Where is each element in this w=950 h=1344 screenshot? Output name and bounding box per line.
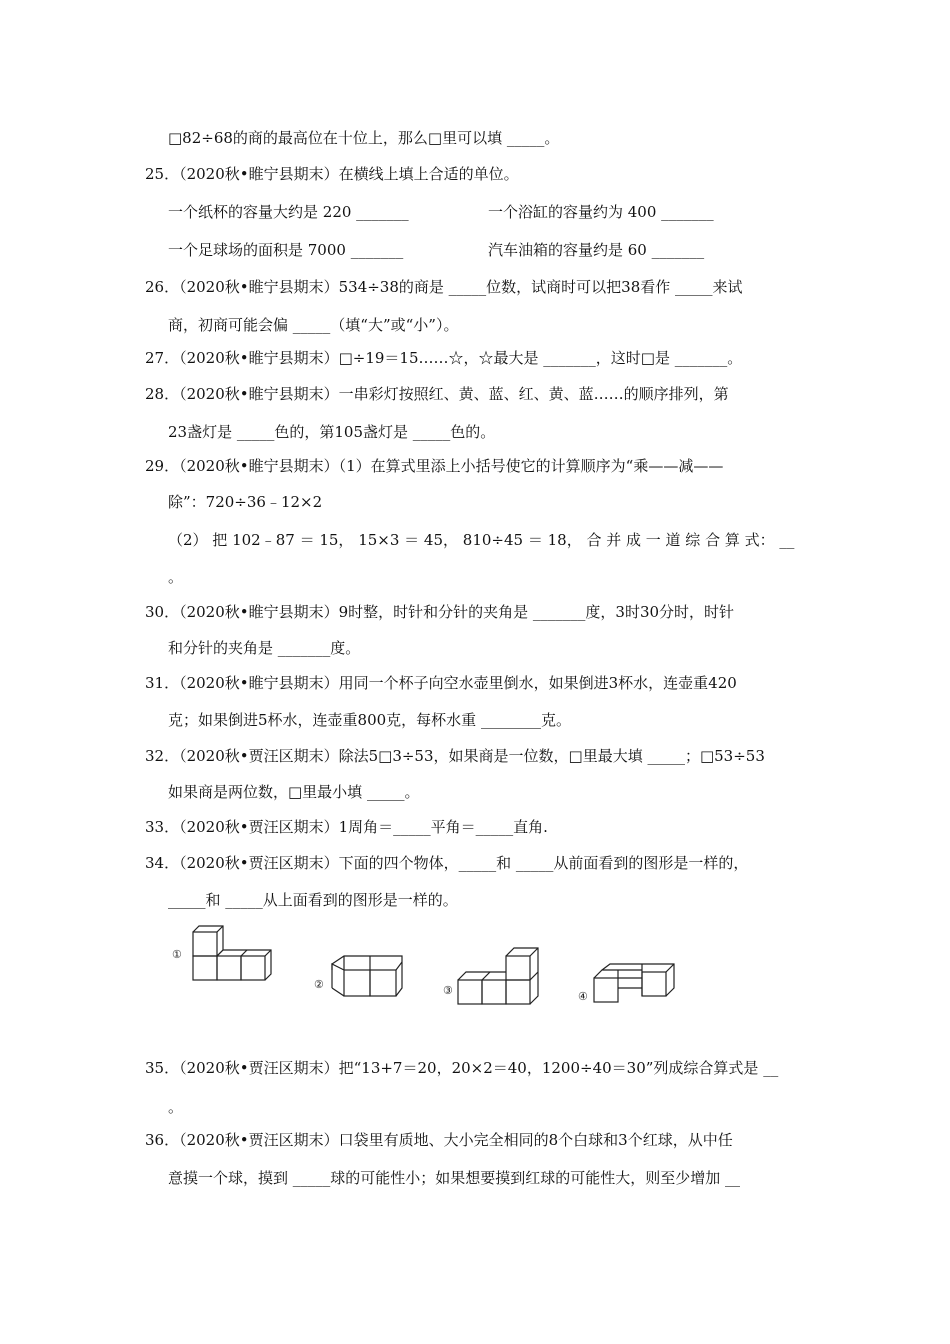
- figure-label-3: ③: [443, 984, 453, 997]
- question-29-line-2: 除”：720÷36﹣12×2: [168, 493, 323, 511]
- figure-label-2: ②: [314, 978, 324, 991]
- q24-continuation: □82÷68的商的最高位在十位上，那么□里可以填 _____。: [168, 129, 560, 147]
- object-3-cubes: [458, 948, 538, 1004]
- cube-objects-svg: [168, 922, 728, 1022]
- question-29-line-3: （2） 把 102﹣87 ＝ 15， 15×3 ＝ 45， 810÷45 ＝ 18， 合 并 成 一 道 综 合 算 式： __: [168, 531, 795, 549]
- object-1-cubes: [193, 926, 271, 980]
- question-31-line-2: 克；如果倒进5杯水，连壶重800克，每杯水重 ________克。: [168, 711, 571, 729]
- question-31-line-1: 31．（2020秋•睢宁县期末）用同一个杯子向空水壶里倒水，如果倒进3杯水，连壶重420: [145, 674, 737, 692]
- question-30-line-2: 和分针的夹角是 _______度。: [168, 639, 361, 657]
- question-36-line-2: 意摸一个球，摸到 _____球的可能性小；如果想要摸到红球的可能性大，则至少增加 __: [168, 1169, 741, 1187]
- question-30-line-1: 30．（2020秋•睢宁县期末）9时整，时针和分针的夹角是 _______度，3时30分时，时针: [145, 603, 735, 621]
- question-25: 25．（2020秋•睢宁县期末）在横线上填上合适的单位。: [145, 165, 519, 183]
- question-26-line-1: 26．（2020秋•睢宁县期末）534÷38的商是 _____位数，试商时可以把38看作 _____来试: [145, 278, 743, 296]
- q25-item-c: 一个足球场的面积是 7000 _______: [168, 241, 404, 259]
- question-29-line-4: 。: [168, 568, 184, 586]
- question-36-line-1: 36．（2020秋•贾汪区期末）口袋里有质地、大小完全相同的8个白球和3个红球，从中任: [145, 1131, 733, 1149]
- object-4-cubes: [594, 964, 674, 1002]
- figure-label-1: ①: [172, 948, 182, 961]
- object-2-cubes: [332, 956, 402, 996]
- question-33: 33．（2020秋•贾汪区期末）1周角＝_____平角＝_____直角.: [145, 818, 548, 836]
- q25-item-a: 一个纸杯的容量大约是 220 _______: [168, 203, 409, 221]
- q25-item-b: 一个浴缸的容量约为 400 _______: [488, 203, 714, 221]
- question-35-line-1: 35．（2020秋•贾汪区期末）把“13+7＝20，20×2＝40，1200÷40＝30”列成综合算式是 __: [145, 1059, 779, 1077]
- question-35-line-2: 。: [168, 1098, 184, 1116]
- question-28-line-1: 28．（2020秋•睢宁县期末）一串彩灯按照红、黄、蓝、红、黄、蓝……的顺序排列，第: [145, 385, 729, 403]
- question-29-line-1: 29．（2020秋•睢宁县期末）（1）在算式里添上小括号使它的计算顺序为“乘——减——: [145, 457, 724, 475]
- cube-objects-figure: [168, 922, 728, 1022]
- figure-label-4: ④: [578, 990, 588, 1003]
- question-34-line-1: 34．（2020秋•贾汪区期末）下面的四个物体，_____和 _____从前面看到的图形是一样的，: [145, 854, 749, 872]
- q25-item-d: 汽车油箱的容量约是 60 _______: [488, 241, 705, 259]
- question-28-line-2: 23盏灯是 _____色的，第105盏灯是 _____色的。: [168, 423, 496, 441]
- question-32-line-2: 如果商是两位数，□里最小填 _____。: [168, 783, 420, 801]
- question-34-line-2: _____和 _____从上面看到的图形是一样的。: [168, 891, 458, 909]
- question-27: 27．（2020秋•睢宁县期末）□÷19＝15……☆，☆最大是 _______，这时□是 _______。: [145, 349, 743, 367]
- question-32-line-1: 32．（2020秋•贾汪区期末）除法5□3÷53，如果商是一位数，□里最大填 _____；□53÷53: [145, 747, 765, 765]
- question-26-line-2: 商，初商可能会偏 _____（填“大”或“小”）。: [168, 316, 459, 334]
